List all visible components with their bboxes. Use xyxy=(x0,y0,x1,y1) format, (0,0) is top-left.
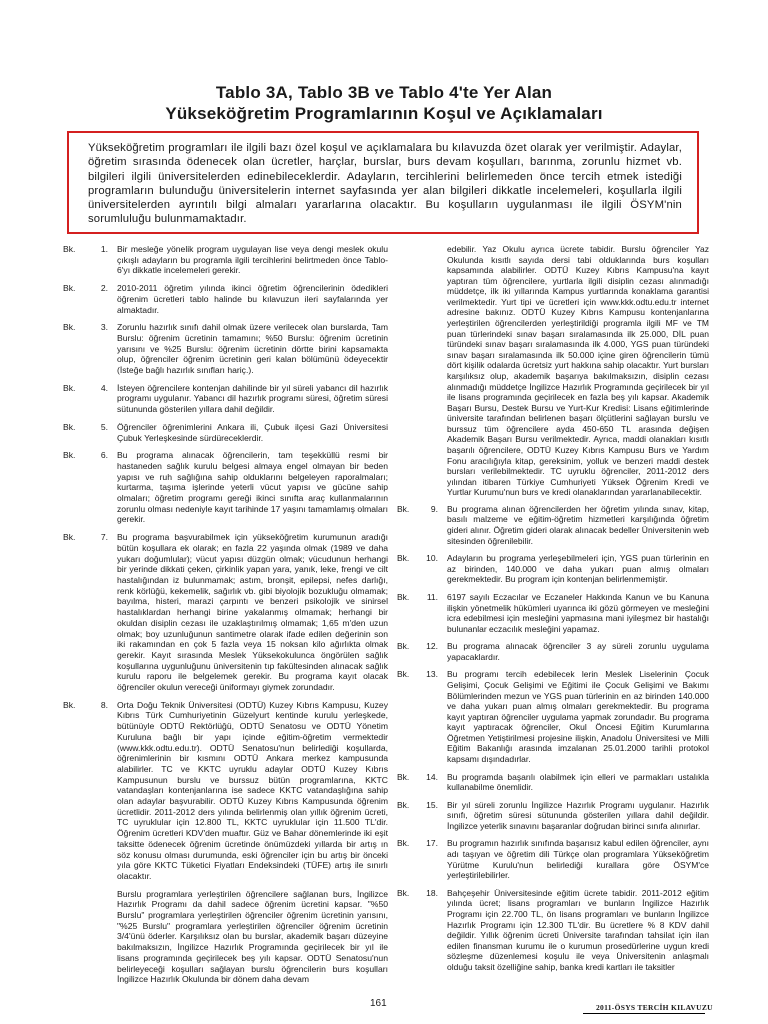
note-number: 18. xyxy=(426,887,438,898)
note-text: Bu programda başarılı olabilmek için elleri ve parmakları ustalıkla kullanabilme önemlidir. xyxy=(447,771,709,793)
note-text: Adayların bu programa yerleşebilmeleri için, YGS puan türlerinin en az birinden, 140.000 ve daha yukarı puan almış olmaları gerekmektedir. Bu program için kontenjan belirlenmemiştir. xyxy=(447,553,709,585)
note-number: 6. xyxy=(100,450,108,461)
note-bk-label: Bk. xyxy=(397,799,410,810)
note-bk-label: Bk. xyxy=(63,283,76,294)
note-number: 8. xyxy=(100,699,108,710)
note-bk-label: Bk. xyxy=(397,641,410,652)
note-number: 4. xyxy=(100,382,108,393)
note-text: Bahçeşehir Üniversitesinde eğitim ücrete tabidir. 2011-2012 eğitim yılında ücret; lisans programları ve bunların İngilizce Hazırlık Programı için 22.700 TL, ön lisans programları ve bunların İngilizce Hazırlık Programı için 12.300 TL'dir. Bu ücretlere % 8 KDV dahil değildir. Yıllık öğrenim ücreti Üniversite tarafından tahsilat için ilan edilen finansman kurumu ile o kurumun prosedürlerine uygun kredi sözleşme düzenlemesi koşulu ile veya Üniversitenin anlaşmalı olduğu taksit özelliğine sahip, banka kredi kartları ile taksitler xyxy=(447,887,709,972)
note-bk-label: Bk. xyxy=(63,450,76,461)
note-item xyxy=(397,553,709,585)
note-number: 11. xyxy=(426,591,438,602)
note-bk-label: Bk. xyxy=(63,421,76,432)
note-bk-label: Bk. xyxy=(397,553,410,564)
note-bk-label: Bk. xyxy=(397,887,410,898)
note-item xyxy=(397,504,709,546)
note-bk-label: Bk. xyxy=(397,838,410,849)
note-item xyxy=(397,800,709,832)
note-bk-label: Bk. xyxy=(397,771,410,782)
note-number: 7. xyxy=(100,532,108,543)
note-continuation: edebilir. Yaz Okulu ayrıca ücrete tabidir. Burslu öğrenciler Yaz Okulunda kısıtlı sayıda dersi tabi olduklarında burs koşulları kapsamında alabilirler. ODTÜ Kuzey Kıbrıs Kampusu'na kayıt yaptıran tüm öğrencilere, yurtlarla ilgili disiplin cezası alınmadığı müddetçe, ilk iki yıllarında Kampus yurtlarında konaklama garantisi verilmektedir. Yurt tipi ve ücretleri için www.kkk.odtu.edu.tr internet adresine bakınız. ODTÜ Kuzey Kıbrıs Kampusu kontenjanlarına yerleştirilen öğrencilerden yerleştirildiği programla ilgili MF ve TM puan türlerindeki sınav başarı sıralamasında ilk 25.000, DİL puan türündeki sınav başarı sıralamasında ilk 4.000, YGS puan türündeki sınav başarı sıralamasında ilk 50.000 içine giren öğrencilerin tümü dört kişilik odalarda ücretsiz yurt hakkına sahip olacaktır. Yurt bursları karşılıksız olup, akademik başarıya bakılmaksızın, disiplin cezası alınmadığı müddetçe İngilizce Hazırlık Programında geçirilecek bir yıl ile lisans programında geçirilecek en fazla beş yılı kapsar. Akademik Başarı Bursu, Destek Bursu ve Yurt-Kur Kredisi: Lisans eğitimlerinde üniversite tarafından belirlenen başarı ölçütlerini sağlayan burslu ve burssuz tüm öğrencilere ayda 450-650 TL arasında değişen Akademik Başarı Bursu verilmektedir. Ayrıca, maddi olanakları kısıtlı başarılı öğrencilere, ODTÜ Kuzey Kıbrıs Kampusu Burs ve Yardım Fonu aracılığıyla kitap, gereksinim, yolluk ve benzeri maddi destek bursları verilebilmektedir. TC uyruklu öğrenciler, 2011-2012 ders yılından itibaren Türkiye Cumhuriyeti Yüksek Öğrenim Kredi ve Yurtlar Kurumu'nun burs ve kredi olanaklarından yararlanabilecektir. xyxy=(447,244,709,498)
note-item xyxy=(63,383,388,415)
note-item xyxy=(397,772,709,793)
note-text: Zorunlu hazırlık sınıfı dahil olmak üzere verilecek olan burslarda, Tam Burslu: öğrenim ücretinin tamamını; %50 Burslu: öğrenim ücretinin yarısını ve %25 Burslu: öğrenim ücretinin dörtte birini kapsamakta olup, öğrenciler öğrenim ücretinin geri kalan bölümünü ödeyecektir (İsteğe bağlı hazırlık sınıfları hariç.). xyxy=(117,322,388,376)
note-bk-label: Bk. xyxy=(63,382,76,393)
note-text: İsteyen öğrencilere kontenjan dahilinde bir yıl süreli yabancı dil hazırlık programı uygulanır. Yabancı dil hazırlık programı süresi, öğretim süresi sütununda gösterilen yıllara dahil değildir. xyxy=(117,382,388,415)
page-number: 161 xyxy=(370,998,387,1009)
note-text: Bir mesleğe yönelik program uygulayan lise veya dengi meslek okulu çıkışlı adayların bu programla ilgili tercihlerini belirtmeden önce Tablo-6'yı dikkatle incelemeleri gerekir. xyxy=(117,244,388,276)
note-bk-label: Bk. xyxy=(397,503,410,514)
note-item xyxy=(397,592,709,634)
page-title-line1: Tablo 3A, Tablo 3B ve Tablo 4'te Yer Alan xyxy=(215,83,553,102)
note-bk-label: Bk. xyxy=(63,244,76,254)
right-column xyxy=(397,244,709,979)
note-number: 10. xyxy=(426,553,438,564)
note-item xyxy=(397,838,709,880)
note-number: 9. xyxy=(430,503,438,514)
note-continuation: Burslu programlara yerleştirilen öğrencilere sağlanan burs, İngilizce Hazırlık Programı da dahil sadece öğrenim ücretini kapsar. "%50 Burslu" programlara yerleştirilen öğrenciler öğrenim ücretinin yarısını, "%25 Burslu" programlara yerleştirilen öğrenciler öğrenim ücretinin 3/4'ünü öderler. Karşılıksız olan bu burslar, akademik başarı düzeyine bakılmaksızın, İngilizce Hazırlık Programında geçirilecek bir yıl ile lisans programında geçirilecek beş yılı kapsar. ODTÜ Senatosu'nun belirleyeceği koşulları sağlayan burslu öğrencilerin burs koşulları İngilizce Hazırlık Okulunda bir dönem daha devam xyxy=(117,888,388,985)
note-text: Bu programa alınacak öğrenciler 3 ay süreli zorunlu uygulama yapacaklardır. xyxy=(447,641,709,662)
note-item xyxy=(63,532,388,693)
note-item xyxy=(63,700,388,882)
note-number: 2. xyxy=(100,283,108,294)
note-number: 5. xyxy=(100,421,108,432)
note-bk-label: Bk. xyxy=(63,322,76,333)
note-bk-label: Bk. xyxy=(63,699,76,710)
note-text: Bir yıl süreli zorunlu İngilizce Hazırlık Programı uygulanır. Hazırlık sınıfı, öğretim süresi sütununda gösterilen yıllara dahil değildir. İngilizce yeterlik sınavını başaranlar doğrudan birinci sınıfa alınırlar. xyxy=(447,799,709,831)
note-item xyxy=(63,244,388,276)
note-number: 3. xyxy=(100,322,108,333)
notice-text: Yükseköğretim programları ile ilgili bazı özel koşul ve açıklamalara bu kılavuzda özet olarak yer verilmiştir. Adaylar, öğretim sırasında ödenecek olan ücretler, harçlar, burslar, burs devam koşulları, barınma, zorunlu hizmet vb. bilgileri ilgili üniversitelerden edinebileceklerdir. Adayların, tercihlerini belirlemeden önce tercih etmek istediği programların bulunduğu üniversitelerin internet sayfasında yer alan bilgileri dikkatle incelemeleri, koşullarla ilgili üniversitelerden ayrıntılı bilgi almaları yararlarına olacaktır. Bu koşulların uygulanması ile ilgili ÖSYM'nin sorumluluğu bulunmamaktadır. xyxy=(88,142,682,226)
note-text: Bu programı tercih edebilecek lerin Meslek Liselerinin Çocuk Gelişimi, Çocuk Gelişimi ve Eğitimi ile Çocuk Gelişimi ve Bakımı Bölümlerinden mezun ve YGS puan türlerinin en az birinden 140.000 ve daha yukarı puan almış olmaları gerekmektedir. Bu programa kayıt yaptıran öğrenciler uygulama yapmak zorundadır. Bu programa kayıt yaptıracak öğrenciler, Okul Öncesi Eğitim Kurumlarına Öğretmen Yetiştirilmesi projesine ilişkin, Anadolu Üniversitesi ve Milli Eğitim Bakanlığı arasında imzalanan 25.01.2000 tarihli protokol kapsamı dışındadırlar. xyxy=(447,669,709,765)
note-bk-label: Bk. xyxy=(397,669,410,680)
note-item xyxy=(63,450,388,525)
note-item xyxy=(63,322,388,376)
note-item xyxy=(63,422,388,443)
note-item xyxy=(63,283,388,315)
note-item xyxy=(397,641,709,662)
note-text: 6197 sayılı Eczacılar ve Eczaneler Hakkında Kanun ve bu Kanuna ilişkin yönetmelik hükümleri uyarınca iki gözü görmeyen ve mesleğini icra edebilmesi için mesleğini yapmasına mani iyileşmez bir hastalığı bulunanlar eczacılık mesleğini yapamaz. xyxy=(447,591,709,634)
footer-rule xyxy=(583,1013,705,1014)
note-number: 15. xyxy=(426,799,438,810)
guide-title: 2011-ÖSYS TERCİH KILAVUZU xyxy=(596,1003,713,1012)
note-number: 13. xyxy=(426,669,438,680)
notice-box xyxy=(67,131,699,234)
note-number: 14. xyxy=(426,771,438,782)
note-item xyxy=(397,888,709,973)
note-text: Öğrenciler öğrenimlerini Ankara ili, Çubuk ilçesi Gazi Üniversitesi Çubuk Yerleşkesinde sürdüreceklerdir. xyxy=(117,421,388,443)
note-number: 12. xyxy=(426,641,438,652)
note-text: 2010-2011 öğretim yılında ikinci öğretim öğrencilerinin ödedikleri öğrenim ücretleri tablo halinde bu kılavuzun ileri sayfalarında yer almaktadır. xyxy=(117,283,388,315)
note-text: Orta Doğu Teknik Üniversitesi (ODTÜ) Kuzey Kıbrıs Kampusu, Kuzey Kıbrıs Türk Cumhuriyetinin Güzelyurt kentinde kurulu yerleşkede, bütünüyle ODTÜ Rektörlüğü, ODTÜ Senatosu ve ODTÜ Yönetim Kuruluna bağlı bir yapı içinde eğitim-öğretim vermektedir (www.kkk.odtu.edu.tr). ODTÜ Senatosu'nun belirlediği koşullarda, öğrenimlerinin bir kısmını ODTÜ Ankara merkez kampusunda alabilirler. TC ve KKTC uyruklu adaylar ODTÜ Kuzey Kıbrıs Kampusunun burslu ve burssuz bütün programlarına, KKTC vatandaşları kontenjanlarına ise sadece KKTC vatandaşlığına sahip olan adaylar başvurabilir. ODTÜ Kuzey Kıbrıs Kampusunda öğrenim ücretlidir. 2011-2012 ders yılında belirlenmiş olan yıllık öğrenim ücreti, TC uyruklular için 12.800 TL, KKTC uyruklular için 11.500 TL'dir. Öğrenim ücretleri KDV'den muaftır. Güz ve Bahar dönemlerinde iki eşit taksitte ödenecek öğrenim ücretinde önümüzdeki yıllarda bir artış ın söz konusu olması durumunda, eski öğrenciler için bu artış bir önceki yıla göre KKTC Tüketici Fiyatları Endeksindeki (TÜFE) artış ile sınırlı olacaktır. xyxy=(117,699,388,881)
note-number: 1. xyxy=(100,244,108,254)
note-number: 17. xyxy=(426,838,438,849)
note-item xyxy=(397,669,709,764)
page-title-line2: Yükseköğretim Programlarının Koşul ve Açıklamaları xyxy=(165,104,603,123)
note-bk-label: Bk. xyxy=(63,532,76,543)
note-text: Bu programa başvurabilmek için yükseköğretim kurumunun aradığı bütün koşullara ek olarak; en fazla 22 yaşında olmak (1989 ve daha yukarı doğumlular); vücut yapısı düzgün olmak; vücudunun herhangi bir yerinde dikkati çeken, çirkinlik yapan yara, yanık, leke, frengi ve cilt hastalığından iz bulunmamak; astım, bronşit, epilepsi, nefes darlığı, renk körlüğü, kekemelik, sağırlık vb. gibi biyolojik bozukluğu olmamak; bayılma, histeri, marazi çarpıntı ve benzeri psikolojik ve sinirsel hastalıklardan herhangi birine yakalanmış olmamak; herhangi bir okuldan disiplin cezası ile uzaklaştırılmış olmamak; 1,65 m'den uzun olmak; boy uzunluğunun santimetre olarak ifade edilen değerinin son iki rakamından en çok 5 fazla veya 15 noksan kilo ağırlıkta olmak gerekir. Kayıt sırasında Meslek Yüksekokulunca öngörülen sağlık koşullarına uygunluğunu üniversitenin tıp fakültesinden alınacak sağlık kurulu raporu ile belgelemek gerekir. Bu programa kayıt olacak öğrenciler okulun vereceği üniformayı giymek zorundadır. xyxy=(117,532,388,693)
left-column xyxy=(63,244,388,991)
note-text: Bu programa alınan öğrencilerden her öğretim yılında sınav, kitap, basılı malzeme ve eğitim-öğretim hizmetleri karşılığında öğretim gideri alınır. Öğretim gideri olarak alınacak bedeller Üniversitenin web sitesinden öğrenilebilir. xyxy=(447,503,709,546)
note-text: Bu programa alınacak öğrencilerin, tam teşekküllü resmi bir hastaneden sağlık kurulu belgesi almaya engel olmayan bir beden yapısı ve ruh sağlığına sahip olduklarını belgeleyen raporalmaları; kurtarma, taşıma işlerinde yeterli vücut yapısı ve gücüne sahip olmaları; öğretim programı gereği ikinci sınıfta araç kullanmalarının zorunlu olması nedeniyle kayıt tarihinde 17 yaşını tamamlamış olmaları gerekir. xyxy=(117,450,388,525)
note-text: Bu programın hazırlık sınıfında başarısız kabul edilen öğrenciler, aynı adı taşıyan ve öğretim dili Türkçe olan programlara Yükseköğretim Yürütme Kurulu'nun belirlediği kurallara göre ÖSYM'ce yerleştirilebilirler. xyxy=(447,838,709,881)
note-bk-label: Bk. xyxy=(397,591,410,602)
